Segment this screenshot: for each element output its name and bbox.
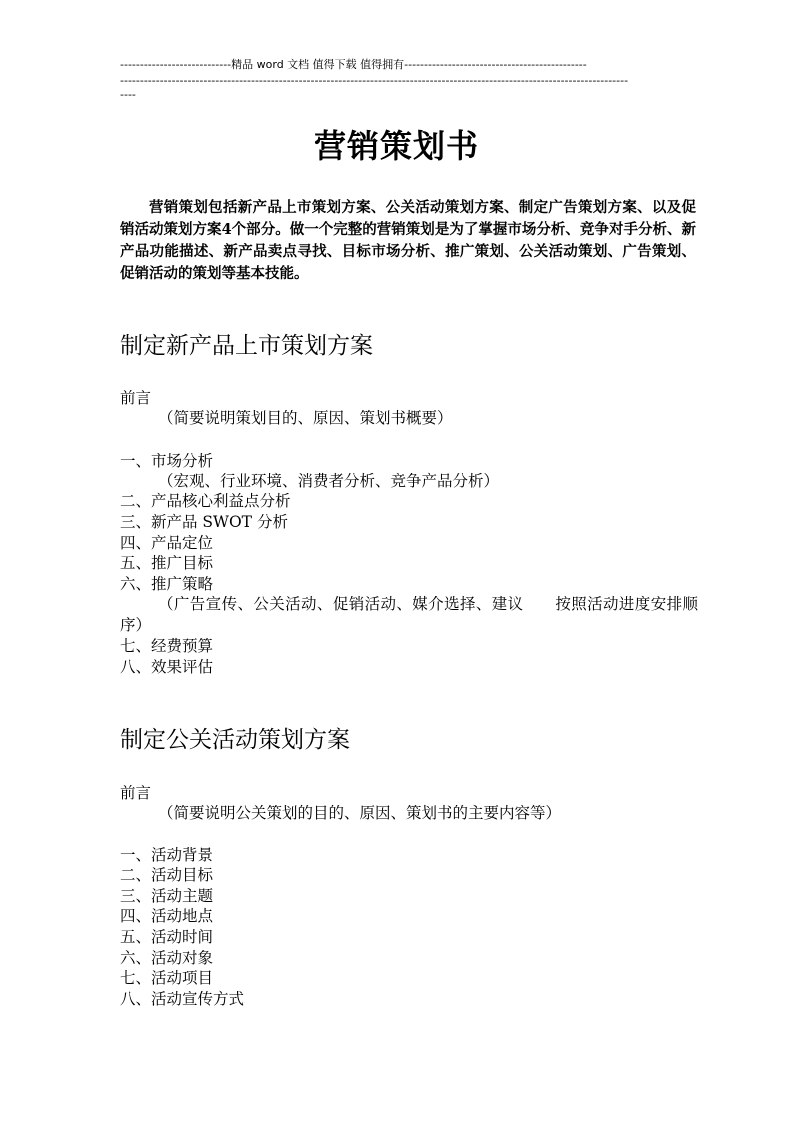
list-item: 五、活动时间 [120, 928, 214, 946]
list-item: 七、经费预算 [120, 637, 214, 655]
preface-label: 前言 [120, 389, 152, 407]
list-item: 四、活动地点 [120, 907, 214, 925]
header-line-3: ---- [120, 88, 136, 101]
list-item: 八、效果评估 [120, 658, 214, 676]
header-line-1: ----------------------------精品 word 文档 值得下载 值得拥有---------------------------------------------- [120, 58, 587, 71]
list-item-note: （宏观、行业环境、消费者分析、竞争产品分析） [158, 472, 500, 490]
intro-paragraph: 营销策划包括新产品上市策划方案、公关活动策划方案、制定广告策划方案、以及促销活动策划方案4个部分。做一个完整的营销策划是为了掌握市场分析、竞争对手分析、新产品功能描述、新产品卖点寻找、目标市场分析、推广策划、公关活动策划、广告策划、促销活动的策划等基本技能。 [120, 199, 696, 282]
list-item: 六、推广策略 [120, 575, 214, 593]
list-item: 五、推广目标 [120, 554, 214, 572]
list-item: 七、活动项目 [120, 969, 214, 987]
header-line-2: -------------------------------------------------------------------------------------------------------------------------------- [120, 74, 629, 87]
list-item: 二、活动目标 [120, 866, 214, 884]
list-item: 二、产品核心利益点分析 [120, 492, 291, 510]
preface-note: （简要说明策划目的、原因、策划书概要） [158, 409, 453, 427]
section-title: 制定公关活动策划方案 [120, 727, 350, 753]
preface-note: （简要说明公关策划的目的、原因、策划书的主要内容等） [158, 804, 562, 822]
list-item: 三、新产品 SWOT 分析 [120, 513, 288, 531]
list-item: 三、活动主题 [120, 887, 214, 905]
list-item: 四、产品定位 [120, 534, 214, 552]
list-item: 一、活动背景 [120, 846, 214, 864]
document-title: 营销策划书 [313, 127, 479, 165]
section-title: 制定新产品上市策划方案 [120, 333, 373, 359]
preface-label: 前言 [120, 784, 152, 802]
list-item: 六、活动对象 [120, 949, 214, 967]
list-item: 八、活动宣传方式 [120, 990, 245, 1008]
list-item: 一、市场分析 [120, 452, 214, 470]
list-item-note: （广告宣传、公关活动、促销活动、媒介选择、建议 按照活动进度安排顺序） [120, 595, 698, 634]
